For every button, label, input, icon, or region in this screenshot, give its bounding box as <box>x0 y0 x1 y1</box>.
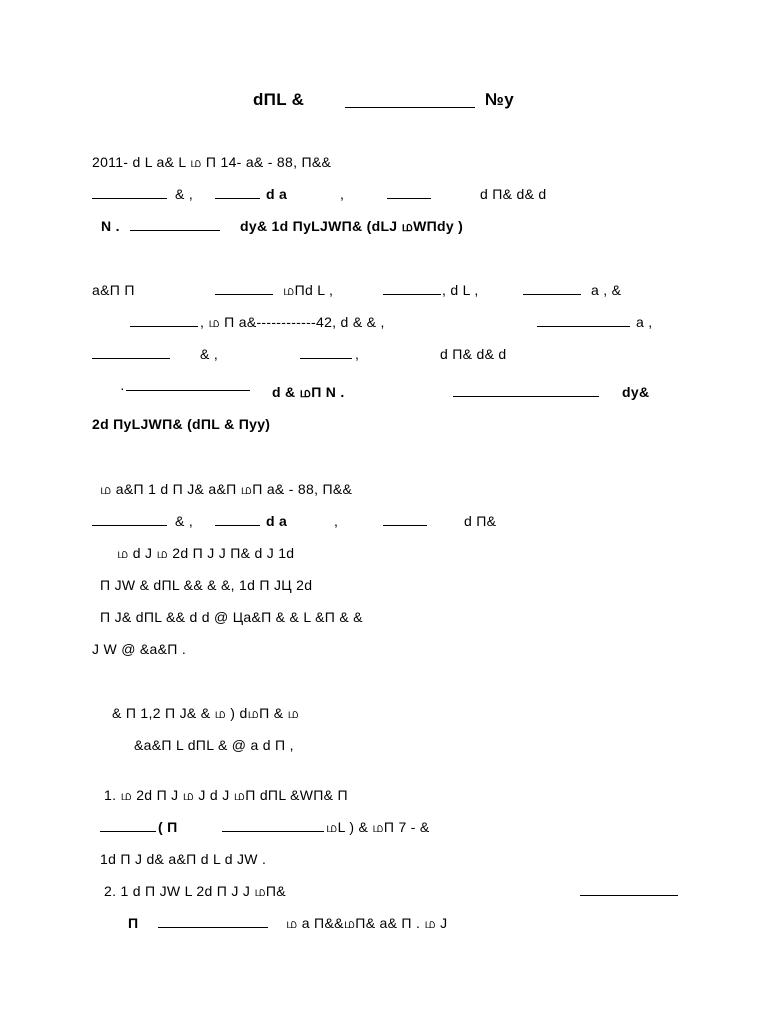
para1-line1: 2011- d L a& L ம Π 14- a& - 88, Π&& <box>92 154 332 170</box>
para1-line2b: d a <box>266 186 288 202</box>
para2-line1b: மΠd L , <box>283 282 334 298</box>
list-item1-line3: 1d Π J d& a&Π d L d JW . <box>100 851 267 867</box>
para4-line1: & Π 1,2 Π J& & ம ) dமΠ & ம <box>112 705 300 721</box>
para2-line3a: & , <box>200 346 219 362</box>
para3-line1: ம a&Π 1 d Π J& a&Π மΠ a& - 88, Π&& <box>100 481 353 497</box>
list-item2-line2a: Π <box>128 915 139 931</box>
para1-line2c: , <box>340 186 345 202</box>
para2-line1c: , d L , <box>442 282 479 298</box>
para1-blank3 <box>387 198 431 199</box>
para3-line4: Π JW & dΠL && & &, 1d Π JЦ 2d <box>100 577 313 593</box>
para2-blank3 <box>523 294 581 295</box>
para2-line4a: · <box>120 380 125 396</box>
list-item2-blank2 <box>158 927 268 928</box>
para3-blank2 <box>215 525 260 526</box>
para3-line2d: d Π& <box>464 513 497 529</box>
para1-line3b: dy& 1d ΠyLJWΠ& (dLJ மWΠdy ) <box>240 218 464 234</box>
para2-blank1 <box>215 294 273 295</box>
para2-blank9 <box>453 396 599 397</box>
title-right: №y <box>485 90 515 109</box>
para2-line3b: , <box>355 346 360 362</box>
para2-line4c: dy& <box>622 384 650 400</box>
para3-line6: J W @ &a&Π . <box>92 641 187 657</box>
para1-line2a: & , <box>175 186 194 202</box>
list-item2-line1a: 2. 1 d Π JW L 2d Π J J மΠ& <box>104 883 286 899</box>
para3-line3: ம d J ம 2d Π J J Π& d J 1d <box>117 545 295 561</box>
para2-line2a: , ம Π a&------------42, d & & , <box>200 314 385 330</box>
list-item1-blank1 <box>100 831 156 832</box>
para2-line1d: a , & <box>591 282 622 298</box>
title-left: dΠL & <box>253 90 305 109</box>
para2-line4b: d & மΠ N . <box>272 384 345 400</box>
para2-blank4 <box>130 326 198 327</box>
para2-blank2 <box>383 294 441 295</box>
para3-blank3 <box>383 525 427 526</box>
para4-line2: &a&Π L dΠL & @ a d Π , <box>134 737 294 753</box>
para2-blank6 <box>92 358 170 359</box>
para3-line2b: d a <box>266 513 288 529</box>
para1-blank4 <box>130 230 220 231</box>
list-item1-line2b: மL ) & மΠ 7 - & <box>326 819 430 835</box>
para3-line2a: & , <box>175 513 194 529</box>
para3-blank1 <box>92 525 167 526</box>
list-item1-blank2 <box>222 831 324 832</box>
para3-line2c: , <box>334 513 339 529</box>
para1-blank2 <box>215 198 260 199</box>
list-item1-line1: 1. ம 2d Π J ம J d J மΠ dΠL &WΠ& Π <box>104 787 348 803</box>
list-item2-line2b: ம a Π&&மΠ& a& Π . ம J <box>286 915 448 931</box>
para3-line5: Π J& dΠL && d d @ Цa&Π & & L &Π & & <box>100 609 363 625</box>
para2-blank5 <box>537 326 630 327</box>
para2-line1a: a&Π Π <box>92 282 135 298</box>
para2-blank8 <box>126 390 250 391</box>
list-item1-line2a: ( Π <box>158 819 178 835</box>
para2-line5: 2d ΠyLJWΠ& (dΠL & Πyy) <box>92 416 271 432</box>
para2-line3c: d Π& d& d <box>440 346 507 362</box>
para2-line2b: a , <box>636 314 653 330</box>
para2-blank7 <box>300 358 352 359</box>
para1-line3a: N . <box>101 218 120 234</box>
para1-blank1 <box>92 198 167 199</box>
title-underline <box>345 107 475 108</box>
para1-line2d: d Π& d& d <box>480 186 547 202</box>
list-item2-blank1 <box>580 895 678 896</box>
